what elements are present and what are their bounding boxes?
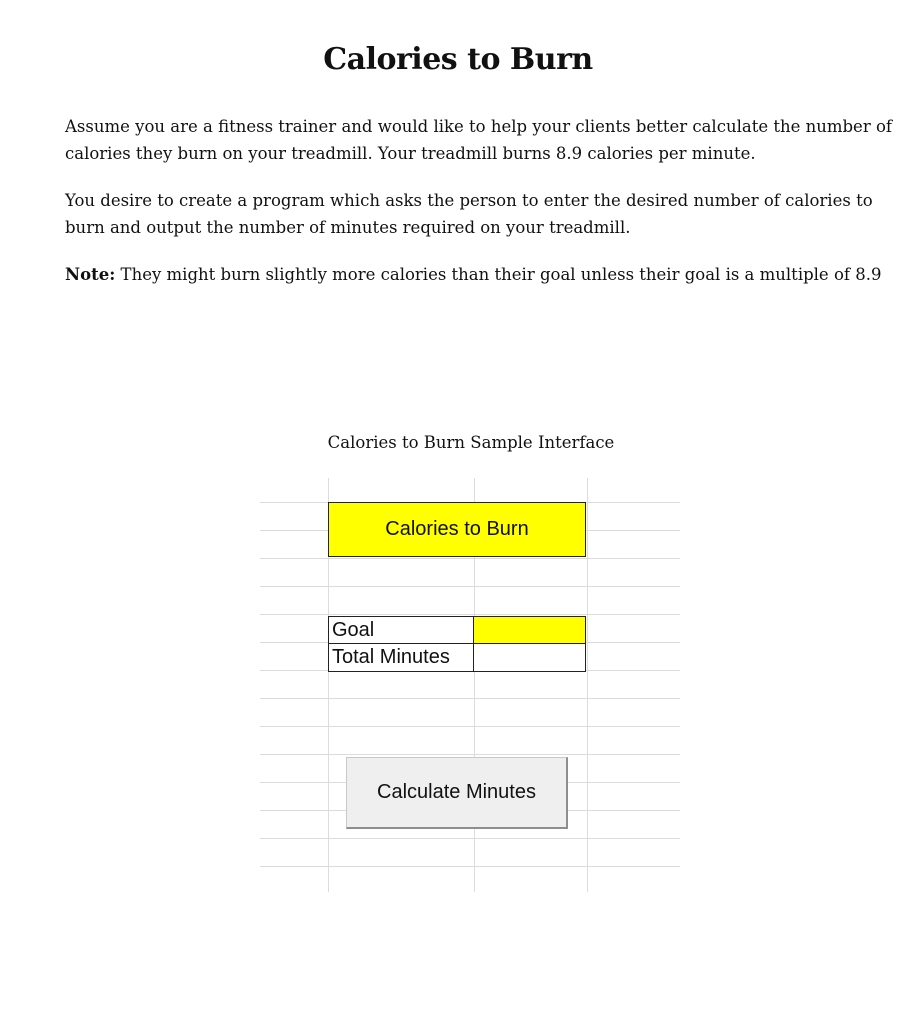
header-cell: Calories to Burn [328, 502, 586, 557]
gridline [587, 478, 588, 892]
intro-paragraph: Assume you are a fitness trainer and would like to help your clients better calculate the number of calories they burn on your treadmill. Your treadmill burns 8.9 calories per minute. [65, 117, 892, 163]
gridline [260, 754, 680, 755]
calculate-minutes-button[interactable]: Calculate Minutes [346, 757, 568, 829]
gridline [260, 726, 680, 727]
interface-caption: Calories to Burn Sample Interface [327, 433, 615, 452]
task-paragraph: You desire to create a program which asks the person to enter the desired number of calories to burn and output the number of minutes required on your treadmill. [65, 191, 873, 237]
spreadsheet-interface [260, 478, 680, 892]
total-minutes-output-cell[interactable] [474, 644, 586, 672]
note-paragraph [65, 261, 905, 288]
note-text: They might burn slightly more calories than their goal unless their goal is a multiple of 8.9 [115, 265, 882, 284]
goal-input-cell[interactable] [474, 616, 586, 644]
total-minutes-label: Total Minutes [328, 644, 474, 672]
note-label: Note: [65, 265, 116, 284]
gridline [260, 614, 680, 615]
gridline [260, 586, 680, 587]
gridline [260, 698, 680, 699]
goal-row [328, 616, 586, 644]
gridline [260, 866, 680, 867]
page-title: Calories to Burn [323, 42, 593, 77]
gridline [260, 838, 680, 839]
goal-label: Goal [328, 616, 474, 644]
gridline [260, 558, 680, 559]
total-minutes-row [328, 644, 586, 672]
